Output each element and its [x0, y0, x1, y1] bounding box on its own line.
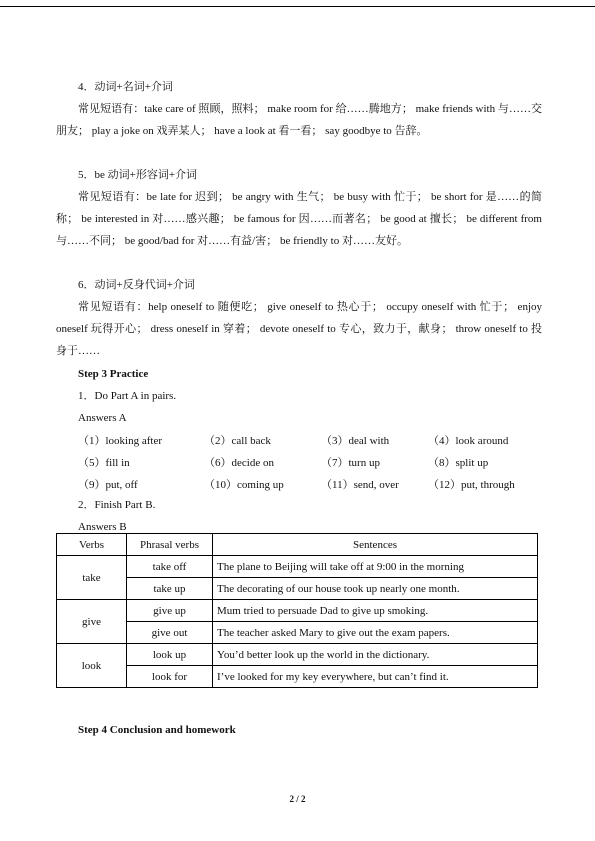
header-rule	[0, 6, 595, 7]
column-header: Sentences	[213, 534, 538, 556]
phrasal-cell: look up	[127, 644, 213, 666]
sentence-cell: Mum tried to persuade Dad to give up smoking.	[213, 600, 538, 622]
verb-cell: look	[57, 644, 127, 688]
verb-cell: give	[57, 600, 127, 644]
section-heading: 5．be 动词+形容词+介词	[78, 169, 198, 181]
page-number: 2 / 2	[289, 794, 306, 804]
table-row	[57, 666, 538, 688]
answer-item: （3）deal with	[321, 435, 390, 447]
section-body: 常见短语有：take care of 照顾，照料； make room for 给……腾地方； make friends with 与……交朋友； play a joke on 戏弄某人； have a look at 看一看； say goodbye to 告辞。	[56, 103, 542, 137]
step4-title: Step 4 Conclusion and homework	[78, 724, 236, 736]
answer-item: （6）decide on	[204, 457, 274, 469]
phrasal-cell: give out	[127, 622, 213, 644]
phrasal-cell: give up	[127, 600, 213, 622]
answer-item: （10）coming up	[204, 479, 284, 491]
table-row	[57, 622, 538, 644]
answer-item: （2）call back	[204, 435, 271, 447]
phrasal-cell: take up	[127, 578, 213, 600]
section-body: 常见短语有：be late for 迟到； be angry with 生气； be busy with 忙于； be short for 是……的简称； be interested in 对……感兴趣； be famous for 因……而著名； be good at 擅长； be different from 与……不同； be good/bad for 对……有益/害； be friendly to 对……友好。	[56, 191, 542, 247]
answers-b-table	[56, 533, 538, 688]
table-row	[57, 600, 538, 622]
step3-title: Step 3 Practice	[78, 368, 149, 380]
column-header: Verbs	[57, 534, 127, 556]
step3-item1: 1．Do Part A in pairs.	[78, 390, 177, 402]
sentence-cell: The decorating of our house took up nearly one month.	[213, 578, 538, 600]
answers-a-label: Answers A	[78, 412, 127, 424]
sentence-cell: I’ve looked for my key everywhere, but can’t find it.	[213, 666, 538, 688]
table-row	[57, 556, 538, 578]
phrasal-cell: take off	[127, 556, 213, 578]
phrasal-cell: look for	[127, 666, 213, 688]
section-heading: 4．动词+名词+介词	[78, 81, 173, 93]
table-row	[57, 644, 538, 666]
answer-item: （5）fill in	[78, 457, 130, 469]
answer-item: （8）split up	[428, 457, 489, 469]
table-header-row	[57, 534, 538, 556]
step3-item2: 2．Finish Part B.	[78, 499, 156, 511]
answer-item: （9）put, off	[78, 479, 138, 491]
table-row	[57, 578, 538, 600]
answer-item: （7）turn up	[321, 457, 380, 469]
column-header: Phrasal verbs	[127, 534, 213, 556]
verb-cell: take	[57, 556, 127, 600]
answer-item: （11）send, over	[321, 479, 399, 491]
answer-item: （12）put, through	[428, 479, 515, 491]
section-body: 常见短语有：help oneself to 随便吃； give oneself to 热心于； occupy oneself with 忙于； enjoy oneself 玩得开心； dress oneself in 穿着； devote oneself to 专心，致力于，献身； throw oneself to 投身于……	[56, 301, 542, 357]
section-heading: 6．动词+反身代词+介词	[78, 279, 195, 291]
answer-item: （4）look around	[428, 435, 509, 447]
sentence-cell: The plane to Beijing will take off at 9:00 in the morning	[213, 556, 538, 578]
answers-b-label: Answers B	[78, 521, 127, 533]
answer-item: （1）looking after	[78, 435, 163, 447]
sentence-cell: The teacher asked Mary to give out the exam papers.	[213, 622, 538, 644]
sentence-cell: You’d better look up the world in the dictionary.	[213, 644, 538, 666]
